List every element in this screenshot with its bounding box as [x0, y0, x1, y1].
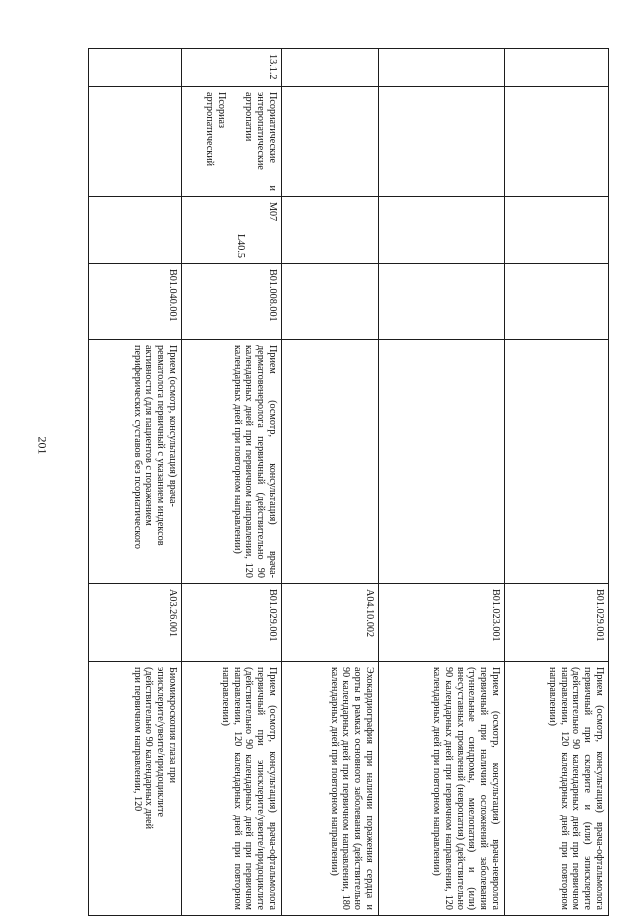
service-code-cell: B01.029.001 — [505, 584, 609, 662]
service-name-cell: Прием (осмотр, консультация) врача-офтальмолога первичный при склерите и (или) эписклерите (действительно 90 календарных дней при первичном направлении, 120 календарных дней при повторном направлении) — [505, 662, 609, 916]
row-number-cell — [89, 49, 182, 87]
row-number-cell — [379, 49, 505, 87]
main-service-name-cell — [379, 340, 505, 584]
service-name-cell: Эхокардиография при наличии поражения сердца и аорты в рамках основного заболевания (действительно 90 календарных дней при первичном направлении, 180 календарных дней при повторном направлении) — [282, 662, 379, 916]
table-row — [182, 49, 282, 916]
mkb-code-cell — [505, 197, 609, 264]
mkb-code-cell — [379, 197, 505, 264]
text-line: активности (для пациентов с поражением — [143, 345, 155, 526]
mkb-code-cell — [282, 197, 379, 264]
text-line: (действительно 90 календарных дней — [143, 667, 155, 830]
table-row — [505, 49, 609, 916]
text-line: периферических суставов без псориатического — [131, 345, 143, 549]
mkb-code: L40.5 — [235, 233, 247, 258]
service-code-cell: B01.023.001 — [379, 584, 505, 662]
service-name-cell: Прием (осмотр, консультация) врача-невролога первичный при наличии осложнений заболевания (туннельные синдромы, миелопатия) и (или) внесуставных проявлений (невропатия) (действительно 90 календарных дней при первичном направлении, 120 календарных дней при повторном направлении) — [379, 662, 505, 916]
text-line: ревматолога первичный с указанием индексов — [155, 345, 167, 546]
service-code-cell: B01.029.001 — [182, 584, 282, 662]
main-service-name-cell — [89, 340, 182, 584]
main-service-name-cell — [505, 340, 609, 584]
main-service-name-cell: Прием (осмотр, консультация) врача-дерматовенеролога первичный (действительно 90 календарных дней при первичном направлении, 120 календарных дней при повторном направлении) — [182, 340, 282, 584]
disease-name: Псориатические и энтеропатические артропатии — [243, 92, 278, 191]
mkb-code-cell — [89, 197, 182, 264]
text-line: эписклерите/увеите/иридоциклите — [155, 667, 167, 817]
table-row — [89, 49, 182, 916]
disease-name-cell — [89, 87, 182, 197]
mkb-code-cell — [182, 197, 282, 264]
page-number: 201 — [35, 436, 50, 455]
main-service-code-cell — [505, 264, 609, 340]
main-service-code-cell — [282, 264, 379, 340]
disease-subname: Псориаз артропатический — [203, 92, 227, 167]
text-line: Биомикроскопия глаза при — [167, 667, 178, 784]
main-service-code-cell — [379, 264, 505, 340]
service-name-cell: Прием (осмотр, консультация) врача-офтальмолога первичный при эписклерите/увеите/иридоциклите (действительно 90 календарных дней при первичном направлении, 120 календарных дней при повторном направлении) — [182, 662, 282, 916]
row-number-cell — [505, 49, 609, 87]
table-row — [379, 49, 505, 916]
disease-name-cell — [282, 87, 379, 197]
service-code-cell: A04.10.002 — [282, 584, 379, 662]
text-line: при первичном направлении, 120 — [131, 667, 143, 812]
main-service-code-cell: B01.008.001 — [182, 264, 282, 340]
table-row — [282, 49, 379, 916]
disease-name-cell — [379, 87, 505, 197]
text-line: Прием (осмотр, консультация) врача- — [167, 345, 178, 507]
disease-name-cell — [505, 87, 609, 197]
row-number-cell: 13.1.2 — [182, 49, 282, 87]
services-table — [88, 48, 609, 916]
mkb-group: M07 — [267, 202, 278, 222]
service-name-cell — [89, 662, 182, 916]
main-service-code-cell: B01.040.001 — [89, 264, 182, 340]
row-number-cell — [282, 49, 379, 87]
main-service-name-cell — [282, 340, 379, 584]
service-code-cell: A03.26.001 — [89, 584, 182, 662]
disease-name-cell — [182, 87, 282, 197]
